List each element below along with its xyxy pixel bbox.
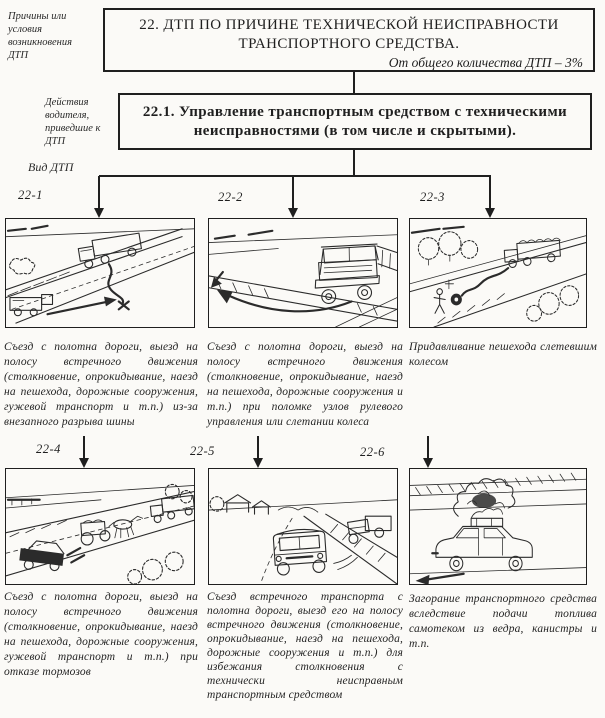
caption-22-5: Съезд встречного транспорта с полотна дороги, выезд его на полосу встречного движения (столкновение, опрокидывание, наезд на пешехода, дорожные сооружения и т.п.) для избежания столкновения с технически неисправным транспортным средством	[207, 591, 403, 701]
panel-id-22-4: 22-4	[36, 442, 61, 456]
side-label-causes: Причины или условия возникновения ДТП	[8, 11, 73, 61]
action-box	[118, 93, 592, 150]
panel-id-22-6: 22-6	[360, 445, 385, 459]
panel-id-22-5: 22-5	[190, 444, 215, 458]
illustration-22-2-steering-failure	[209, 219, 397, 327]
branch-arrow-shaft-22-5	[257, 436, 259, 459]
illustration-22-4-brake-failure	[6, 469, 194, 584]
cause-box-title: 22. ДТП ПО ПРИЧИНЕ ТЕХНИЧЕСКОЙ НЕИСПРАВНОСТИ ТРАНСПОРТНОГО СРЕДСТВА.	[139, 17, 559, 52]
connector-vertical-top	[353, 72, 355, 93]
branch-arrow-head-22-5	[253, 458, 263, 468]
illustration-22-3-detached-wheel	[410, 219, 586, 327]
branch-arrow-shaft-22-2	[292, 176, 294, 209]
caption-22-3: Придавливание пешехода слетевшим колесом	[409, 341, 597, 368]
panel-frame-22-6	[409, 468, 587, 585]
connector-vertical-middle	[353, 150, 355, 176]
panel-frame-22-2	[208, 218, 398, 328]
panel-id-22-2: 22-2	[218, 190, 243, 204]
panel-frame-22-4	[5, 468, 195, 585]
illustration-22-5-oncoming-evasion	[209, 469, 397, 584]
branch-arrow-head-22-4	[79, 458, 89, 468]
caption-22-1: Съезд с полотна дороги, выезд на полосу встречного движения (столкновение, опрокидывание, наезд на пешехода, дорожные сооружения, гужевой транспорт и т.п.) из-за внезапного разрыва шины	[4, 341, 198, 428]
cause-box	[103, 8, 595, 72]
branch-arrow-head-22-3	[485, 208, 495, 218]
caption-22-6: Загорание транспортного средства вследствие подачи топлива самотеком из ведра, канистры и т.п.	[409, 593, 597, 650]
branch-arrow-head-22-2	[288, 208, 298, 218]
panel-id-22-1: 22-1	[18, 188, 43, 202]
caption-22-2: Съезд с полотна дороги, выезд на полосу встречного движения (столкновение, опрокидывание, наезд на пешехода, дорожные сооружения и т.п.) при поломке узлов рулевого управления или слетании колеса	[207, 341, 403, 428]
branch-arrow-shaft-22-1	[98, 176, 100, 209]
branch-arrow-shaft-22-6	[427, 436, 429, 459]
caption-22-4: Съезд с полотна дороги, выезд на полосу встречного движения (столкновение, опрокидывание, наезд на пешехода, дорожные сооружения, гужевой транспорт и т.п.) при отказе тормозов	[4, 591, 198, 678]
panel-frame-22-5	[208, 468, 398, 585]
branch-arrow-shaft-22-4	[83, 436, 85, 459]
panel-frame-22-3	[409, 218, 587, 328]
branch-arrow-head-22-6	[423, 458, 433, 468]
illustration-22-6-vehicle-fire	[410, 469, 586, 584]
side-label-accident-kind: Вид ДТП	[28, 160, 74, 174]
branch-horizontal-line	[99, 175, 491, 177]
branch-arrow-shaft-22-3	[489, 176, 491, 209]
panel-id-22-3: 22-3	[420, 190, 445, 204]
side-label-driver-actions: Действия водителя, приведшие к ДТП	[45, 97, 101, 147]
action-box-title: 22.1. Управление транспортным средством с техническими неисправностями (в том числе и скрытыми).	[142, 104, 568, 139]
branch-arrow-head-22-1	[94, 208, 104, 218]
illustration-22-1-tire-burst	[6, 219, 194, 327]
panel-frame-22-1	[5, 218, 195, 328]
cause-box-share-note: От общего количества ДТП – 3%	[388, 55, 583, 70]
